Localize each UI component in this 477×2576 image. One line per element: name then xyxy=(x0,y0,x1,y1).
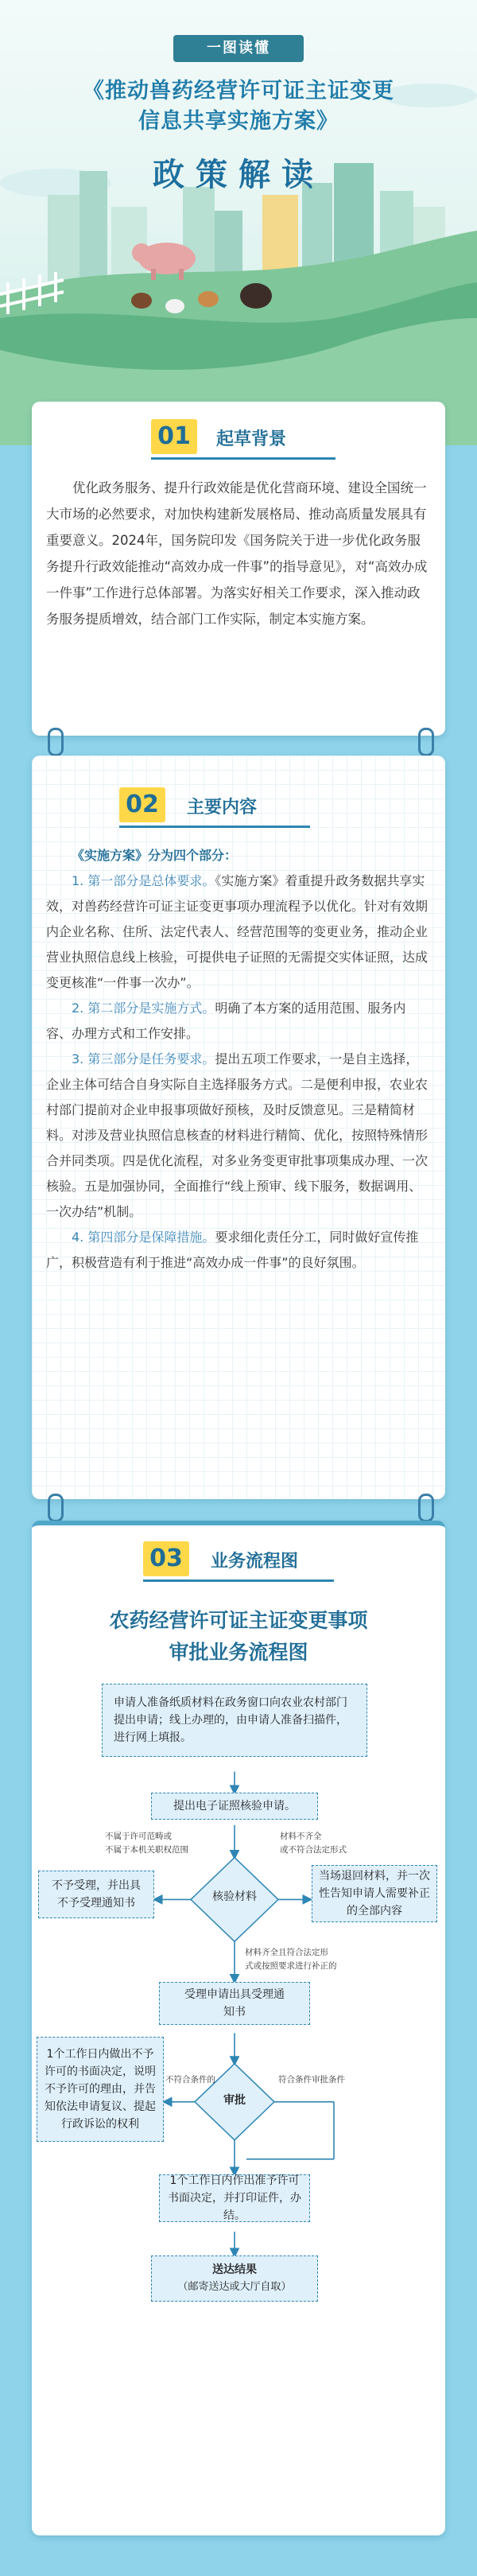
section-underline xyxy=(151,457,335,460)
background-paragraph: 优化政务服务、提升行政效能是优化营商环境、建设全国统一大市场的必然要求，对加快构建新发展格局、推动高质量发展具有重要意义。2024年，国务院印发《国务院关于进一步优化政务服务提升行政效能推动“高效办成一件事”的指导意见》，对“高效办成一件事”工作进行总体部署。为落实好相关工作要求，深入推动政务服务提质增效，结合部门工作实际，制定本实施方案。 xyxy=(46,480,428,627)
section-text xyxy=(46,843,431,1276)
flow-note: 不符合条件的 xyxy=(165,2075,215,2085)
flow-note: 材料齐全且符合法定形 xyxy=(245,1948,328,1958)
section-number: 01 xyxy=(151,419,197,454)
content-intro: 《实施方案》分为四个部分： xyxy=(72,848,238,863)
section-flowchart-card xyxy=(32,1521,445,2535)
section-background-card xyxy=(32,402,445,736)
flow-note: 式或按照要求进行补正的 xyxy=(245,1961,337,1972)
flow-note: 材料不齐全 xyxy=(280,1832,322,1841)
flowchart-connectors xyxy=(32,1525,445,2535)
flow-step-accept: 受理申请出具受理通知书 xyxy=(159,1982,310,2025)
flow-note: 不属于许可范畴或 xyxy=(105,1832,172,1841)
header-banner xyxy=(0,0,477,445)
section-text xyxy=(46,475,431,632)
flow-note: 或不符合法定形式 xyxy=(280,1844,347,1855)
page-subtitle: 政策解读 xyxy=(153,157,324,193)
content-part-4: 4. 第四部分是保障措施。要求细化责任分工，同时做好宣传推广，积极营造有利于推进“高效办成一件事”的良好氛围。 xyxy=(46,1230,419,1270)
flow-step-e-license: 提出电子证照核验申请。 xyxy=(151,1793,318,1820)
flow-reject-box: 不予受理，并出具不予受理通知书 xyxy=(38,1871,154,1918)
content-part-1: 1. 第一部分是总体要求。《实施方案》着重提升政务数据共享实效，对兽药经营许可证主证变更事项办理流程予以优化。针对有效期内企业名称、住所、法定代表人、经营范围等的变更业务，推动企业营业执照信息线上核验，可提供电子证照的无需提交实体证照，达成变更核准“一件事一次办”。 xyxy=(46,873,429,990)
flow-step-deliver: 送达结果 （邮寄送达或大厅自取） xyxy=(151,2255,318,2302)
banner-illustration xyxy=(0,0,477,445)
flow-step-grant: 1个工作日内作出准予许可书面决定，并打印证件，办结。 xyxy=(159,2174,310,2222)
content-part-2: 2. 第二部分是实施方式。明确了本方案的适用范围、服务内容、办理方式和工作安排。 xyxy=(46,1000,406,1041)
section-title: 业务流程图 xyxy=(211,1552,299,1572)
flow-step-apply: 申请人准备纸质材料在政务窗口向农业农村部门提出申请；线上办理的，由申请人准备扫描件，进行网上填报。 xyxy=(102,1684,367,1757)
binder-ring-icon xyxy=(48,1494,64,1522)
section-content-card xyxy=(32,756,445,1499)
section-title: 主要内容 xyxy=(187,798,258,818)
flow-supplement-box: 当场退回材料，并一次性告知申请人需要补正的全部内容 xyxy=(312,1865,437,1922)
section-number: 02 xyxy=(119,787,165,822)
binder-ring-icon xyxy=(418,728,434,756)
title-line-2: 信息共享实施方案》 xyxy=(138,109,339,134)
section-title: 起草背景 xyxy=(216,429,287,449)
content-part-3: 3. 第三部分是任务要求。提出五项工作要求，一是自主选择，企业主体可结合自身实际自主选择服务方式。二是便利申报，农业农村部门提前对企业申报事项做好预核，及时反馈意见。三是精简材料。对涉及营业执照信息核查的材料进行精简、优化，按照特殊情形合并同类项。四是优化流程，对多业务变更审批事项集成办理、一次核验。五是加强协同，全面推行“线上预审、线下服务，数据调用、一次办结”机制。 xyxy=(46,1051,429,1219)
binder-ring-icon xyxy=(418,1494,434,1522)
flow-note: 符合条件审批条件 xyxy=(278,2075,345,2085)
section-underline xyxy=(119,826,310,828)
binder-ring-icon xyxy=(48,728,64,756)
section-number: 03 xyxy=(143,1541,189,1576)
flow-deny-box: 1个工作日内做出不予许可的书面决定，说明不予许可的理由，并告知依法申请复议、提起行政诉讼的权利 xyxy=(37,2037,164,2142)
flow-note: 不属于本机关职权范围 xyxy=(105,1844,188,1855)
tagline-badge: 一图读懂 xyxy=(173,35,304,62)
flow-decision-verify: 核验材料 xyxy=(212,1890,257,1903)
flowchart-title-2: 审批业务流程图 xyxy=(169,1641,308,1664)
title-line-1: 《推动兽药经营许可证主证变更 xyxy=(83,79,394,103)
flowchart-title-1: 农药经营许可证主证变更事项 xyxy=(109,1609,368,1632)
flow-decision-approve: 审批 xyxy=(223,2093,246,2107)
